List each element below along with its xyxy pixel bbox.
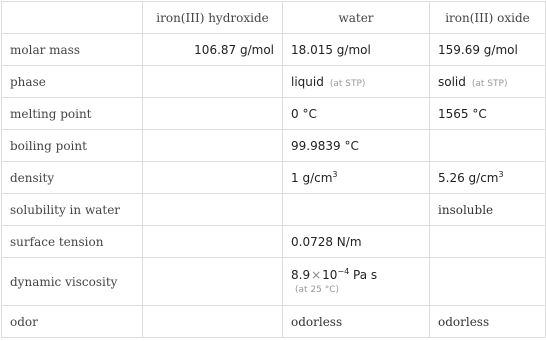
cell-water-surface-tension: 0.0728 N/m <box>283 226 430 258</box>
cell-iron-iii-hydroxide-melting-point <box>143 98 283 130</box>
row-label-molar-mass: molar mass <box>2 34 143 66</box>
cell-water-melting-point: 0 °C <box>283 98 430 130</box>
density-value: 1 g/cm <box>291 170 333 185</box>
viscosity-condition-note: (at 25 °C) <box>295 285 340 295</box>
corner-cell <box>2 2 143 34</box>
phase-value: liquid <box>291 74 324 89</box>
table-row <box>2 98 546 130</box>
unit-exponent: 3 <box>498 169 504 179</box>
cell-water-odor: odorless <box>283 306 430 338</box>
unit-exponent: 3 <box>332 169 338 179</box>
cell-water-density <box>283 162 430 194</box>
cell-iron-iii-oxide-density <box>430 162 546 194</box>
cell-iron-iii-oxide-phase <box>430 66 546 98</box>
density-value: 5.26 g/cm <box>438 170 499 185</box>
row-label-density: density <box>2 162 143 194</box>
table-row <box>2 306 546 338</box>
table-row <box>2 162 546 194</box>
viscosity-mantissa: 8.9 <box>291 268 311 282</box>
phase-condition-note: (at STP) <box>329 78 366 89</box>
cell-iron-iii-hydroxide-dynamic-viscosity <box>143 258 283 306</box>
cell-iron-iii-hydroxide-molar-mass: 106.87 g/mol <box>143 34 283 66</box>
cell-water-boiling-point: 99.9839 °C <box>283 130 430 162</box>
cell-iron-iii-oxide-solubility: insoluble <box>430 194 546 226</box>
column-header-iron-iii-hydroxide: iron(III) hydroxide <box>143 2 283 34</box>
row-label-melting-point: melting point <box>2 98 143 130</box>
cell-water-solubility <box>283 194 430 226</box>
cell-water-molar-mass: 18.015 g/mol <box>283 34 430 66</box>
row-label-solubility-in-water: solubility in water <box>2 194 143 226</box>
table-row <box>2 258 546 306</box>
cell-iron-iii-hydroxide-density <box>143 162 283 194</box>
table-row <box>2 66 546 98</box>
cell-iron-iii-hydroxide-odor <box>143 306 283 338</box>
column-header-water: water <box>283 2 430 34</box>
cell-iron-iii-oxide-odor: odorless <box>430 306 546 338</box>
cell-iron-iii-oxide-dynamic-viscosity <box>430 258 546 306</box>
column-header-iron-iii-oxide: iron(III) oxide <box>430 2 546 34</box>
viscosity-exponent: −4 <box>337 267 350 276</box>
row-label-surface-tension: surface tension <box>2 226 143 258</box>
viscosity-unit: Pa s <box>349 268 378 282</box>
cell-water-dynamic-viscosity <box>283 258 430 306</box>
row-label-phase: phase <box>2 66 143 98</box>
table-row <box>2 226 546 258</box>
cell-water-phase <box>283 66 430 98</box>
cell-iron-iii-hydroxide-solubility <box>143 194 283 226</box>
cell-iron-iii-hydroxide-phase <box>143 66 283 98</box>
table-row <box>2 194 546 226</box>
cell-iron-iii-oxide-melting-point: 1565 °C <box>430 98 546 130</box>
header-row <box>2 2 546 34</box>
cell-iron-iii-oxide-boiling-point <box>430 130 546 162</box>
times-sign: × <box>311 268 322 282</box>
cell-iron-iii-oxide-molar-mass: 159.69 g/mol <box>430 34 546 66</box>
viscosity-base: 10 <box>322 268 338 282</box>
cell-iron-iii-hydroxide-surface-tension <box>143 226 283 258</box>
table-row <box>2 130 546 162</box>
row-label-odor: odor <box>2 306 143 338</box>
row-label-boiling-point: boiling point <box>2 130 143 162</box>
properties-table <box>1 1 546 338</box>
cell-iron-iii-oxide-surface-tension <box>430 226 546 258</box>
row-label-dynamic-viscosity: dynamic viscosity <box>2 258 143 306</box>
table-row <box>2 34 546 66</box>
phase-condition-note: (at STP) <box>471 78 508 89</box>
phase-value: solid <box>438 74 466 89</box>
cell-iron-iii-hydroxide-boiling-point <box>143 130 283 162</box>
